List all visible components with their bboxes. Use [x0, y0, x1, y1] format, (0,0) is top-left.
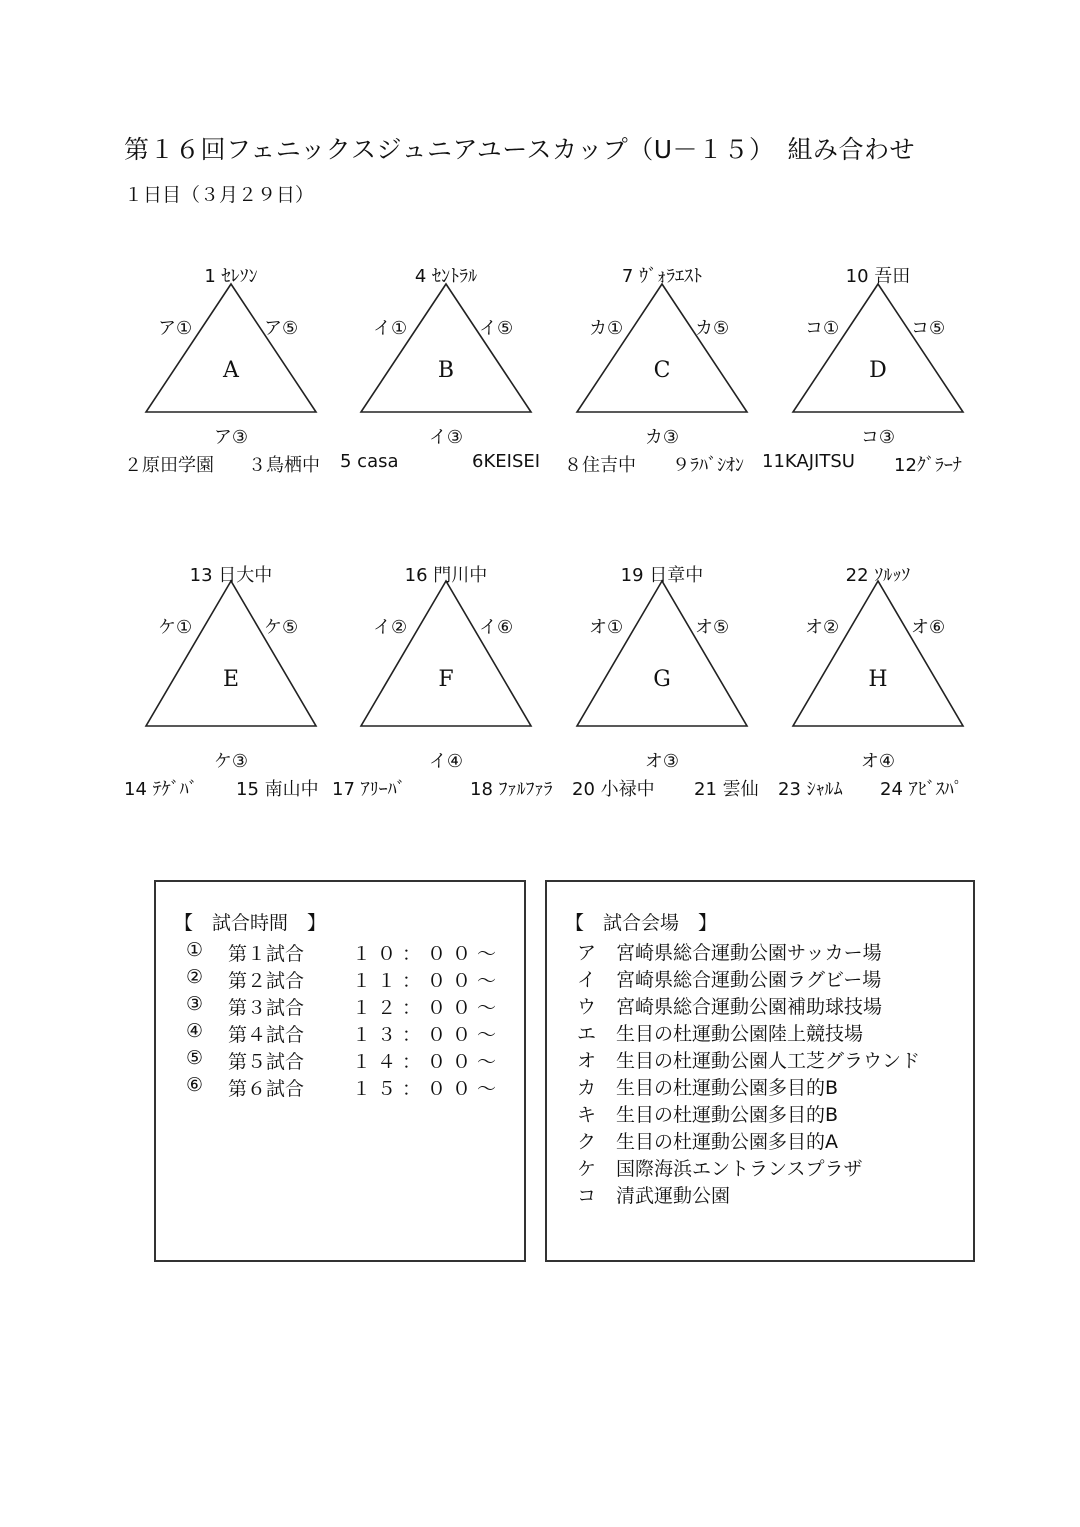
venue-mark: カ	[577, 1077, 597, 1099]
group-left-match: カ①	[589, 318, 624, 339]
venue-name: 生目の杜運動公園多目的A	[616, 1131, 839, 1153]
group-bottom-match: イ④	[428, 751, 464, 772]
group-top-team: 10 吾田	[845, 266, 911, 287]
group-right-match: オ⑤	[695, 617, 730, 638]
group-right-match: コ⑤	[911, 318, 946, 339]
venue-row	[577, 1046, 920, 1073]
venue-row	[577, 1073, 838, 1100]
schedule-mark: ②	[186, 966, 204, 988]
group-letter: H	[868, 667, 888, 692]
schedule-mark: ①	[186, 939, 204, 961]
team-name: 23 ｼｬﾙﾑ	[778, 779, 843, 800]
group-letter: C	[653, 358, 671, 383]
group-top-team: 7 ｳﾞｫﾗｴｽﾄ	[621, 266, 703, 287]
team-name: ８住吉中	[564, 455, 636, 476]
schedule-time: １４：００～	[352, 1051, 503, 1073]
venue-name: 清武運動公園	[616, 1185, 731, 1207]
schedule-time: １５：００～	[352, 1078, 503, 1100]
group-top-team: 22 ｿﾙｯｿ	[845, 565, 911, 586]
schedule-label: 第６試合	[228, 1078, 305, 1100]
group-bottom-match: コ③	[860, 427, 896, 448]
group-d	[793, 262, 993, 448]
schedule-mark: ③	[186, 993, 204, 1015]
venue-row	[577, 965, 881, 992]
team-name: 20 小禄中	[572, 779, 655, 800]
venue-row	[577, 1181, 730, 1208]
venue-name: 宮崎県総合運動公園ラグビー場	[616, 969, 882, 991]
venue-mark: オ	[577, 1050, 597, 1072]
team-name: 24 ｱﾋﾞｽﾊﾟ	[880, 779, 963, 800]
page-title: 第１６回フェニックスジュニアユースカップ（U－１５） 組み合わせ	[124, 135, 916, 164]
group-f	[361, 561, 561, 772]
team-name: 15 南山中	[236, 779, 319, 800]
venue-row	[577, 1154, 862, 1181]
group-letter: B	[437, 358, 455, 383]
group-top-team: 16 門川中	[404, 565, 488, 586]
group-left-match: コ①	[805, 318, 840, 339]
team-name: 6KEISEI	[472, 451, 541, 472]
group-e	[146, 561, 346, 772]
schedule-time: １３：００～	[352, 1024, 503, 1046]
group-right-match: オ⑥	[911, 617, 946, 638]
group-left-match: オ①	[589, 617, 624, 638]
group-c	[577, 262, 777, 448]
schedule-time: １１：００～	[352, 970, 503, 992]
team-name: 14 ﾃｹﾞﾊﾞ	[124, 779, 198, 800]
group-left-match: イ②	[373, 617, 408, 638]
venue-mark: イ	[577, 969, 597, 991]
group-bottom-match: オ④	[860, 751, 896, 772]
group-left-match: イ①	[373, 318, 408, 339]
team-name: 11KAJITSU	[762, 451, 855, 472]
venue-mark: ア	[577, 942, 597, 964]
venue-mark: キ	[577, 1104, 597, 1126]
group-g	[577, 561, 777, 772]
schedule-mark: ⑥	[186, 1074, 204, 1096]
group-left-match: オ②	[805, 617, 840, 638]
group-left-match: ケ①	[158, 617, 193, 638]
group-bottom-match: イ③	[428, 427, 464, 448]
group-bottom-match: ケ③	[213, 751, 249, 772]
schedule-mark: ④	[186, 1020, 204, 1042]
team-name: 18 ﾌｧﾙﾌｧﾗ	[470, 779, 553, 800]
venue-row	[577, 1127, 838, 1154]
team-name: 17 ｱﾘｰﾊﾞ	[332, 779, 406, 800]
venue-name: 生目の杜運動公園多目的B	[616, 1077, 839, 1099]
group-letter: G	[653, 667, 671, 692]
group-left-match: ア①	[158, 318, 193, 339]
group-top-team: 19 日章中	[620, 565, 704, 586]
schedule-label: 第２試合	[228, 970, 305, 992]
schedule-label: 第４試合	[228, 1024, 305, 1046]
group-letter: E	[222, 667, 240, 692]
venue-name: 宮崎県総合運動公園サッカー場	[616, 942, 882, 964]
team-name: 21 雲仙	[694, 779, 759, 800]
group-top-team: 13 日大中	[189, 565, 273, 586]
schedule-label: 第５試合	[228, 1051, 305, 1073]
team-name: 12ｸﾞﾗｰﾅ	[894, 455, 962, 476]
venue-mark: ウ	[577, 996, 597, 1018]
venue-mark: ク	[577, 1131, 597, 1153]
group-letter: F	[438, 667, 454, 692]
venue-row	[577, 1019, 863, 1046]
group-h	[793, 561, 993, 772]
group-bottom-match: カ③	[644, 427, 680, 448]
team-name: ２原田学園	[124, 455, 214, 476]
schedule-label: 第３試合	[228, 997, 305, 1019]
venue-name: 宮崎県総合運動公園補助球技場	[616, 996, 883, 1018]
group-bottom-match: ア③	[213, 427, 249, 448]
venue-name: 生目の杜運動公園人工芝グラウンド	[616, 1050, 921, 1072]
group-right-match: カ⑤	[695, 318, 730, 339]
group-right-match: イ⑤	[479, 318, 514, 339]
group-right-match: ケ⑤	[264, 617, 299, 638]
group-top-team: 4 ｾﾝﾄﾗﾙ	[414, 266, 478, 287]
venue-mark: ケ	[577, 1158, 597, 1180]
schedule-heading: 【 試合時間 】	[174, 912, 327, 934]
venue-mark: エ	[577, 1023, 597, 1045]
team-name: ３鳥栖中	[248, 455, 320, 476]
schedule-box	[154, 880, 526, 1262]
group-a	[146, 262, 346, 448]
venue-box	[545, 880, 975, 1262]
schedule-time: １２：００～	[352, 997, 503, 1019]
venue-name: 生目の杜運動公園多目的B	[616, 1104, 839, 1126]
group-bottom-match: オ③	[644, 751, 680, 772]
group-letter: A	[223, 358, 239, 383]
venue-name: 国際海浜エントランスプラザ	[616, 1158, 863, 1180]
group-top-team: 1 ｾﾚｿﾝ	[204, 266, 258, 287]
schedule-mark: ⑤	[186, 1047, 204, 1069]
team-name: 5 casa	[340, 451, 399, 472]
schedule-label: 第１試合	[228, 943, 305, 965]
group-right-match: ア⑤	[264, 318, 299, 339]
schedule-time: １０：００～	[352, 943, 503, 965]
group-right-match: イ⑥	[479, 617, 514, 638]
team-name: ９ﾗﾊﾞｼｵﾝ	[672, 455, 744, 476]
venue-row	[577, 1100, 838, 1127]
group-letter: D	[869, 358, 887, 383]
venue-mark: コ	[577, 1185, 597, 1207]
venue-name: 生目の杜運動公園陸上競技場	[616, 1023, 864, 1045]
venue-row	[577, 992, 882, 1019]
venue-heading: 【 試合会場 】	[565, 912, 718, 934]
group-b	[361, 262, 561, 448]
venue-row	[577, 938, 882, 965]
page-subtitle: １日目（３月２９日）	[124, 184, 315, 206]
